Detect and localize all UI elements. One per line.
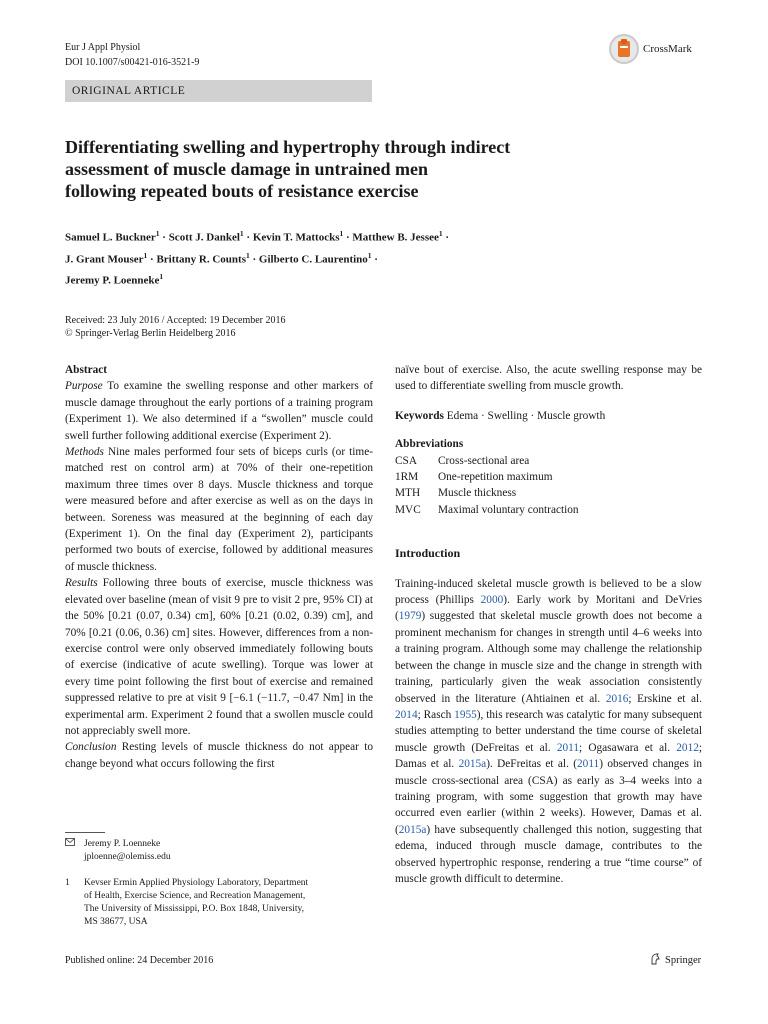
abbreviation-definition: Maximal voluntary contraction: [438, 503, 579, 516]
journal-header: [65, 40, 199, 70]
citation-link[interactable]: 1955: [454, 708, 477, 721]
author-name[interactable]: Kevin T. Mattocks: [252, 231, 340, 244]
intro-text: Training-induced skeletal muscle growth is believed to be a slow process (Phillips: [395, 577, 702, 607]
springer-horse-icon: [649, 953, 661, 968]
affiliation-footnote: [65, 877, 308, 929]
citation-link[interactable]: 2012: [676, 741, 699, 754]
doi[interactable]: DOI 10.1007/s00421-016-3521-9: [65, 57, 200, 68]
results-label: Results: [65, 577, 98, 590]
author-name[interactable]: Scott J. Dankel: [168, 231, 240, 244]
abstract-continued: naïve bout of exercise. Also, the acute swelling response may be used to differentiate swelling from muscle growth.: [395, 364, 702, 393]
results-text: Following three bouts of exercise, muscle thickness was elevated over baseline (mean of visit 9 pre to visit 2 pre, 95% CI) at the 50% [0.21 (0.07, 0.34) cm], 60% [0.21 (0.02, 0.39) cm], and 70% [0.21 (0.06, 0.36) cm] sites. However, differences from a non-exercise control were only observed immediately following bouts of exercise (indicative of acute swelling). Torque was lower at every time point following the first bout of exercise and remained suppressed relative to pre at visit 9 [−6.1 (−11.7, −0.47 Nm] in the experimental arm. Experiment 2 found that a swollen muscle could not appreciably swell more.: [65, 577, 373, 737]
abstract-methods: [65, 444, 373, 575]
introduction-paragraph: [395, 576, 702, 888]
affiliation-line: The University of Mississippi, P.O. Box 1848, University,: [84, 904, 304, 914]
author-line: [65, 247, 705, 269]
affiliation-number: 1: [65, 878, 70, 888]
keywords-text: Edema · Swelling · Muscle growth: [443, 409, 606, 422]
author-list: [65, 225, 705, 290]
intro-text: ), this research was catalytic for many subsequent studies attempting to better understand the time course of skeletal muscle growth (DeFreitas et al.: [395, 708, 702, 754]
abstract-results: [65, 575, 373, 739]
abbreviations-heading: Abbreviations: [395, 438, 464, 451]
intro-text: ) observed changes in muscle cross-sectional area (CSA) as early as 3–4 weeks into a training program, with some suggestion that growth may have occurred even earlier (within 2 weeks). However, Damas et al. (: [395, 758, 702, 836]
separator: ·: [243, 231, 253, 244]
citation-link[interactable]: 1979: [398, 610, 422, 623]
journal-name: Eur J Appl Physiol: [65, 42, 141, 53]
intro-text: ) have subsequently challenged this notion, suggesting that edema, induced through muscle damage, contributes to the observed hypertrophic response, rendering a true “time course” of muscle growth difficult to determine.: [395, 823, 702, 885]
intro-text: ) suggested that skeletal muscle growth does not become a prominent mechanism for changes in strength until 4–6 weeks into a training program. Although some may challenge the relationship between the change in muscle size and the change in strength with training, particularly given the weak association consistently observed in the literature (Ahtiainen et al.: [395, 610, 702, 705]
affiliation-mark: 1: [438, 229, 443, 238]
citation-link[interactable]: 2011: [556, 741, 580, 754]
purpose-text: To examine the swelling response and other markers of muscle damage throughout the early portions of a training program (Experiment 1). We also determined if a “swollen” muscle could swell further following additional exercise (Experiment 2).: [65, 380, 373, 442]
received-accepted: Received: 23 July 2016 / Accepted: 19 December 2016: [65, 315, 286, 326]
author-line: [65, 268, 705, 290]
affiliation-line: of Health, Exercise Science, and Recreation Management,: [84, 891, 306, 901]
methods-label: Methods: [65, 446, 104, 459]
article-dates: [65, 314, 286, 340]
intro-text: ). DeFreitas et al. (: [486, 758, 578, 771]
abbreviation-definition: One-repetition maximum: [438, 471, 553, 484]
citation-link[interactable]: 2014: [395, 708, 418, 721]
envelope-icon: [65, 838, 84, 864]
abstract-column: [65, 362, 373, 772]
publisher-name: Springer: [665, 955, 702, 966]
conclusion-text: Resting levels of muscle thickness do not appear to change beyond what occurs following the first: [65, 741, 373, 770]
intro-text: ; Erskine et al.: [628, 692, 702, 705]
right-column: [395, 362, 702, 887]
copyright: © Springer-Verlag Berlin Heidelberg 2016: [65, 328, 236, 339]
separator: ·: [371, 253, 378, 266]
crossmark-label: CrossMark: [643, 43, 692, 55]
abstract-purpose: [65, 378, 373, 444]
crossmark-icon: [609, 34, 639, 64]
affiliation-row: [65, 877, 308, 929]
abstract-conclusion: [65, 739, 373, 772]
abbreviation-row: [395, 469, 702, 485]
citation-link[interactable]: 2015a: [458, 758, 487, 771]
article-type-banner: ORIGINAL ARTICLE: [65, 80, 372, 102]
separator: ·: [159, 231, 169, 244]
intro-text: ; Ogasawara et al.: [579, 741, 677, 754]
abbreviation-row: [395, 485, 702, 501]
author-line: [65, 225, 705, 247]
affiliation-line: MS 38677, USA: [84, 917, 148, 927]
title-line: Differentiating swelling and hypertrophy through indirect: [65, 137, 511, 157]
abstract-heading: Abstract: [65, 364, 108, 376]
citation-link[interactable]: 2000: [480, 594, 504, 607]
affiliation-line: Kevser Ermin Applied Physiology Laboratory, Department: [84, 878, 309, 888]
article-title: [65, 136, 705, 202]
affiliation-mark: 1: [245, 250, 250, 260]
author-name[interactable]: Jeremy P. Loenneke: [65, 274, 160, 287]
intro-text: ). Early work by Moritani and DeVries (: [395, 594, 702, 623]
footnote-divider: [65, 832, 105, 833]
introduction-heading: Introduction: [395, 546, 461, 561]
contact-email[interactable]: jploenne@olemiss.edu: [84, 852, 171, 862]
corresponding-author: [65, 838, 171, 864]
author-name[interactable]: J. Grant Mouser: [65, 253, 144, 266]
affiliation-mark: 1: [155, 229, 160, 238]
title-line: assessment of muscle damage in untrained men: [65, 159, 428, 179]
separator: ·: [343, 231, 353, 244]
abbreviation-row: [395, 453, 702, 469]
author-name[interactable]: Matthew B. Jessee: [352, 231, 439, 244]
affiliation-mark: 1: [239, 229, 244, 238]
abbreviations-list: [395, 453, 702, 519]
author-name[interactable]: Brittany R. Counts: [156, 253, 246, 266]
keywords: [395, 408, 702, 424]
conclusion-label: Conclusion: [65, 741, 117, 754]
keywords-label: Keywords: [395, 409, 444, 422]
author-name[interactable]: Gilberto C. Laurentino: [258, 253, 368, 266]
abbreviation: MVC: [395, 503, 421, 516]
affiliation-mark: 1: [143, 250, 148, 260]
abbreviation-row: [395, 502, 702, 518]
affiliation-mark: 1: [159, 272, 164, 282]
abbreviation: CSA: [395, 454, 417, 467]
separator: ·: [147, 253, 157, 266]
affiliation-mark: 1: [339, 229, 344, 238]
abbreviation: MTH: [395, 487, 421, 500]
intro-text: ; Rasch: [417, 708, 455, 721]
title-line: following repeated bouts of resistance exercise: [65, 181, 419, 201]
citation-link[interactable]: 2015a: [398, 823, 427, 836]
purpose-label: Purpose: [65, 380, 103, 393]
crossmark-badge[interactable]: [609, 34, 692, 64]
separator: ·: [249, 253, 259, 266]
intro-text: ; Damas et al.: [395, 741, 703, 771]
published-date: Published online: 24 December 2016: [65, 955, 214, 966]
citation-link[interactable]: 2011: [577, 758, 600, 771]
springer-logo[interactable]: [649, 953, 701, 968]
separator: ·: [442, 231, 450, 244]
contact-name: Jeremy P. Loenneke: [84, 839, 161, 849]
abbreviation-definition: Muscle thickness: [438, 487, 517, 500]
abbreviation: 1RM: [395, 471, 419, 484]
abbreviation-definition: Cross-sectional area: [438, 454, 530, 467]
methods-text: Nine males performed four sets of biceps curls (or time-matched rest on control arm) at 70% of their one-repetition maximum three times over 8 days. Muscle thickness and torque were measured before and after exercise as well as on the days in between. Soreness was measured at the beginning of each day (Experiment 1). On the final day (Experiment 2), participants performed two bouts of exercise, followed by additional measures of muscle thickness.: [65, 446, 373, 573]
author-name[interactable]: Samuel L. Buckner: [65, 231, 156, 244]
citation-link[interactable]: 2016: [605, 692, 629, 705]
contact-row: [65, 838, 171, 864]
affiliation-mark: 1: [367, 250, 372, 260]
